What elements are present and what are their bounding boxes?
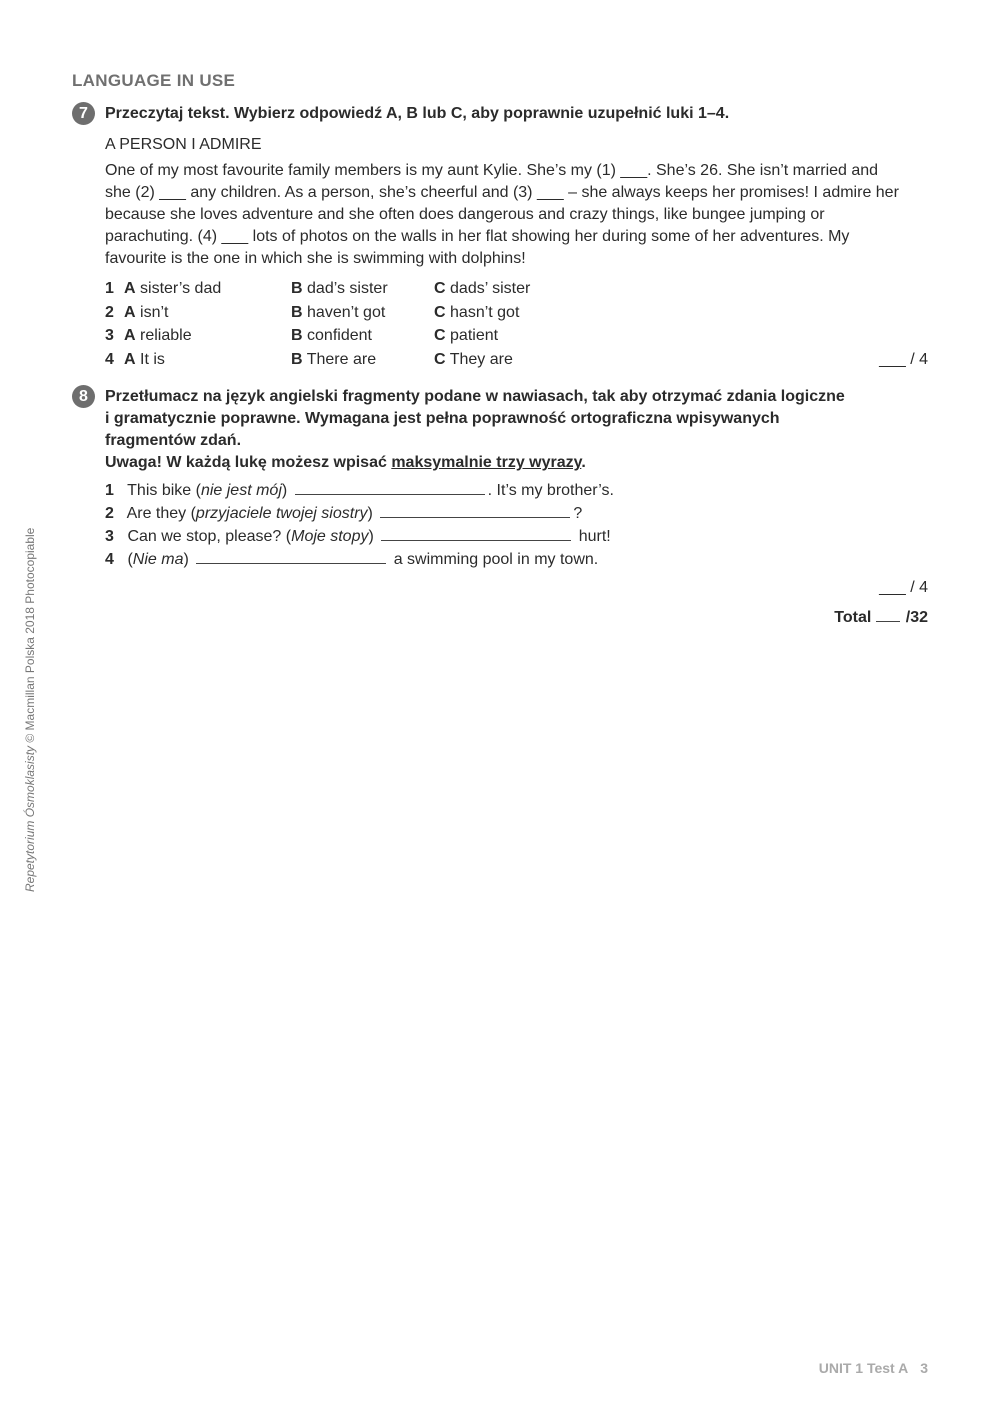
option-number: 1 xyxy=(105,280,114,297)
answer-blank[interactable] xyxy=(380,503,570,518)
exercise-8-instruction: Przetłumacz na język angielski fragmenty podane w nawiasach, tak aby otrzymać zdania logiczne i gramatycznie poprawne. Wymagana jest pełna poprawność ortograficzna wpisywanych fragmentów zdań. Uwaga! W każdą lukę możesz wpisać maksymalnie trzy wyrazy. xyxy=(105,386,875,474)
page-number: 3 xyxy=(920,1360,928,1376)
translation-item: 3 Can we stop, please? (Moje stopy) hurt! xyxy=(105,528,611,545)
option-number: 3 xyxy=(105,327,114,344)
reading-paragraph: One of my most favourite family members is my aunt Kylie. She’s my (1) ___. She’s 26. She isn’t married and she (2) ___ any children. As a person, she’s cheerful and (3) ___ – she always keeps her promises! I admire her because she loves adventure and she often does dangerous and crazy things, like bungee jumping or parachuting. (4) ___ lots of photos on the walls in her flat showing her during some of her adventures. My favourite is the one in which she is swimming with dolphins! xyxy=(105,162,899,267)
page-footer xyxy=(819,1360,928,1376)
copyright-note: Repetytorium Ósmoklasisty © Macmillan Polska 2018 Photocopiable xyxy=(23,527,37,892)
option-c[interactable]: C patient xyxy=(434,327,499,344)
exercise-number-badge: 7 xyxy=(72,102,95,125)
exercise-number-badge: 8 xyxy=(72,385,95,408)
section-title: LANGUAGE IN USE xyxy=(72,71,236,90)
option-a[interactable]: A It is xyxy=(124,351,165,368)
option-c[interactable]: C hasn’t got xyxy=(434,304,520,321)
total-blank[interactable] xyxy=(876,609,900,622)
answer-blank[interactable] xyxy=(196,549,386,564)
answer-blank[interactable] xyxy=(381,526,571,541)
option-row xyxy=(105,304,930,326)
option-b[interactable]: B confident xyxy=(291,327,372,344)
option-a[interactable]: A reliable xyxy=(124,327,192,344)
option-number: 2 xyxy=(105,304,114,321)
translation-item: 1 This bike (nie jest mój) . It’s my brother’s. xyxy=(105,482,614,499)
option-a[interactable]: A isn’t xyxy=(124,304,169,321)
option-b[interactable]: B haven’t got xyxy=(291,304,386,321)
exercise-7-instruction: Przeczytaj tekst. Wybierz odpowiedź A, B lub C, aby poprawnie uzupełnić luki 1–4. xyxy=(105,105,730,122)
option-a[interactable]: A sister’s dad xyxy=(124,280,222,297)
option-number: 4 xyxy=(105,351,114,368)
option-c[interactable]: C They are xyxy=(434,351,513,368)
option-b[interactable]: B There are xyxy=(291,351,377,368)
exercise-8-note: Uwaga! W każdą lukę możesz wpisać maksymalnie trzy wyrazy. xyxy=(105,454,586,471)
option-row xyxy=(105,280,930,302)
option-row xyxy=(105,351,930,373)
option-c[interactable]: C dads’ sister xyxy=(434,280,531,297)
option-b[interactable]: B dad’s sister xyxy=(291,280,388,297)
reading-text-title: A PERSON I ADMIRE xyxy=(105,136,262,153)
exercise-7-score: ___ / 4 xyxy=(879,351,928,368)
exercise-8-score: ___ / 4 xyxy=(879,579,928,596)
translation-item: 2 Are they (przyjaciele twojej siostry) ? xyxy=(105,505,583,522)
footer-unit-label: UNIT 1 Test A xyxy=(818,1360,909,1376)
total-score: Total /32 xyxy=(834,609,928,626)
answer-blank[interactable] xyxy=(295,480,485,495)
option-row xyxy=(105,327,930,349)
translation-item: 4 (Nie ma) a swimming pool in my town. xyxy=(105,551,599,568)
